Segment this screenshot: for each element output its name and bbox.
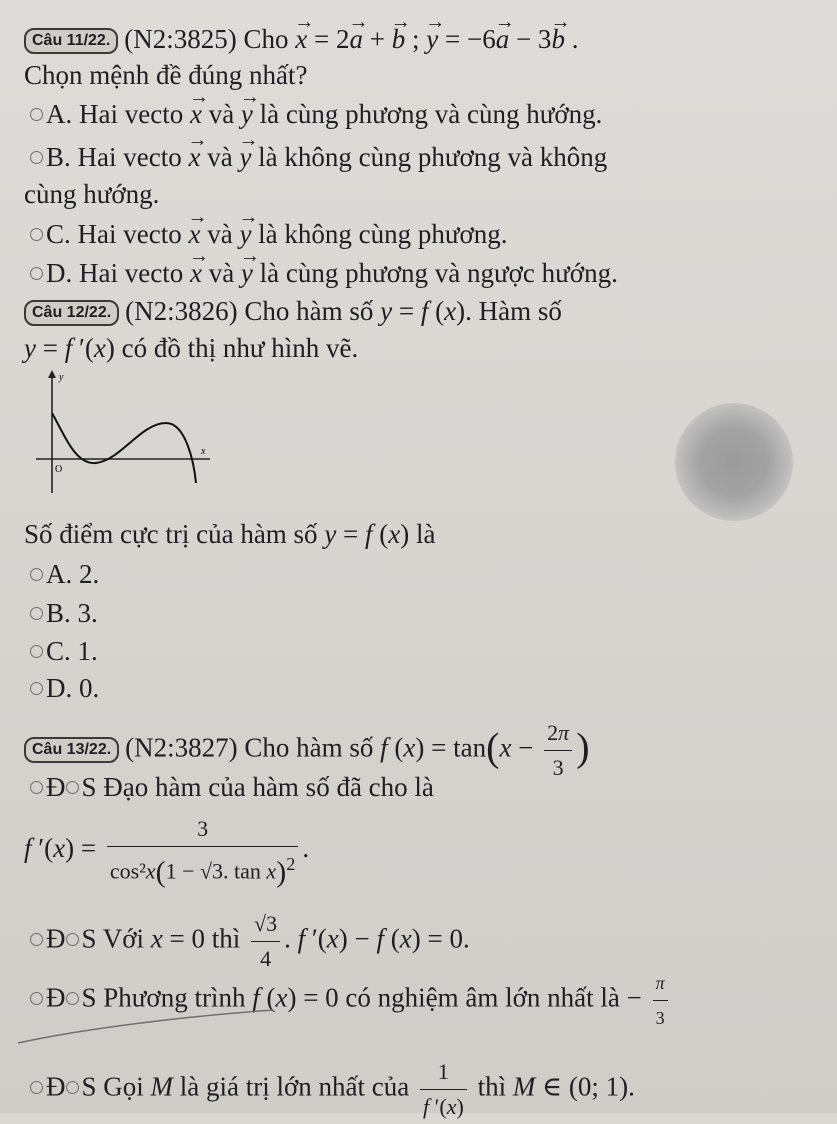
q11-option-a[interactable]: A. Hai vecto → x và → y là cùng phương và cùng hướng. [30, 97, 602, 131]
graph-x-label: x [201, 446, 206, 457]
radio-icon[interactable] [30, 1081, 43, 1094]
radio-icon[interactable] [30, 568, 43, 581]
q13-statement-1[interactable]: Đ S Đạo hàm của hàm số đã cho là [30, 770, 434, 804]
camera-shadow-blob [675, 403, 793, 521]
radio-icon[interactable] [30, 151, 43, 164]
q12-badge: Câu 12/22. [24, 300, 119, 326]
pen-stroke-mark [8, 1008, 278, 1048]
radio-icon[interactable] [30, 781, 43, 794]
radio-icon[interactable] [30, 108, 43, 121]
q11-option-b-cont: cùng hướng. [24, 179, 160, 209]
radio-icon[interactable] [66, 992, 79, 1005]
radio-icon[interactable] [30, 607, 43, 620]
q11-badge: Câu 11/22. [24, 28, 118, 54]
radio-icon[interactable] [66, 781, 79, 794]
radio-icon[interactable] [66, 933, 79, 946]
q12-question: Số điểm cực trị của hàm số y = f (x) là [24, 519, 436, 549]
q11-option-b[interactable]: B. Hai vecto → x và → y là không cùng phương và không [30, 140, 607, 174]
q13-badge: Câu 13/22. [24, 737, 119, 763]
q12-option-d[interactable]: D. 0. [30, 671, 99, 705]
q12-stem-line2: y = f ′(x) có đồ thị như hình vẽ. [24, 333, 359, 363]
graph-origin-label: O [55, 464, 63, 475]
radio-icon[interactable] [30, 267, 43, 280]
q11-option-c[interactable]: C. Hai vecto → x và → y là không cùng phương. [30, 217, 508, 251]
q11-option-d[interactable]: D. Hai vecto → x và → y là cùng phương và ngược hướng. [30, 256, 618, 290]
q12-option-a[interactable]: A. 2. [30, 557, 99, 591]
radio-icon[interactable] [30, 645, 43, 658]
radio-icon[interactable] [30, 933, 43, 946]
q13-stem: Câu 13/22. (N2:3827) Cho hàm số f (x) = tan(x − $\frac{2\pi}{3}$ ) [24, 716, 590, 785]
q12-stem-line1: Câu 12/22. (N2:3826) Cho hàm số y = f (x). Hàm số [24, 294, 562, 328]
y-axis-arrow [48, 370, 56, 378]
q13-statement-3[interactable]: Đ S Phương trình f (x) = 0 có nghiệm âm lớn nhất là − $\frac{\pi}{3}$ [30, 966, 672, 1035]
radio-icon[interactable] [30, 682, 43, 695]
derivative-graph [26, 368, 216, 498]
radio-icon[interactable] [30, 992, 43, 1005]
graph-y-label: y [59, 372, 64, 383]
q13-statement-2[interactable]: Đ S Với x = 0 thì $\frac{√3}{4}$ . f ′(x) − f (x) = 0. [30, 907, 470, 976]
radio-icon[interactable] [30, 228, 43, 241]
q11-stem-line2: Chọn mệnh đề đúng nhất? [24, 60, 308, 90]
q13-derivative-formula: f ′(x) = $\frac{3}{\cos^2x(1 - √3. \tan x)^2}$ . [24, 812, 309, 889]
q11-stem-line1: Câu 11/22. (N2:3825) Cho → x = 2→ a + → b ; → y = −6→ a − 3→ b . [24, 22, 578, 56]
q12-option-c[interactable]: C. 1. [30, 634, 98, 668]
q12-option-b[interactable]: B. 3. [30, 596, 98, 630]
radio-icon[interactable] [66, 1081, 79, 1094]
q13-statement-4[interactable]: Đ S Gọi M là giá trị lớn nhất của $\frac{1}{f '(x)}$ thì M ∈ (0; 1). [30, 1055, 635, 1124]
curve-f-prime [52, 413, 196, 483]
